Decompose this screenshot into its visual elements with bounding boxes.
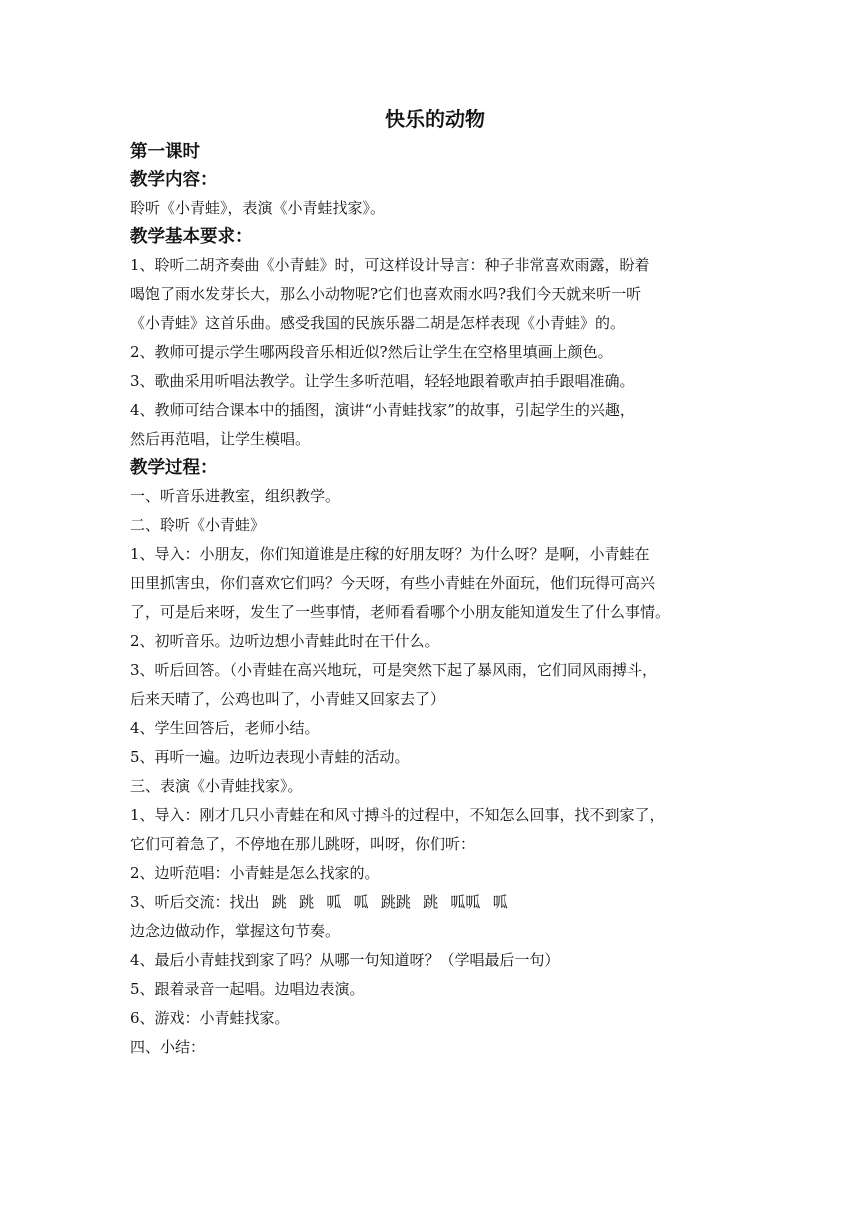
requirements-line: 喝饱了雨水发芽长大，那么小动物呢?它们也喜欢雨水吗?我们今天就来听一听 [130, 285, 642, 303]
process-line: 后来天晴了，公鸡也叫了，小青蛙又回家去了） [130, 690, 446, 708]
requirements-line: 2、教师可提示学生哪两段音乐相近似?然后让学生在空格里填画上颜色。 [130, 343, 613, 361]
process-line: 它们可着急了，不停地在那儿跳呀，叫呀，你们听： [130, 835, 476, 853]
requirements-heading: 教学基本要求： [130, 227, 253, 247]
process-line: 2、初听音乐。边听边想小青蛙此时在干什么。 [130, 632, 440, 650]
process-line: 三、表演《小青蛙找家》。 [130, 777, 303, 795]
document-title: 快乐的动物 [385, 107, 485, 131]
process-line: 边念边做动作，掌握这句节奏。 [130, 922, 341, 940]
requirements-line: 1、聆听二胡齐奏曲《小青蛙》时，可这样设计导言：种子非常喜欢雨露，盼着 [130, 256, 650, 274]
process-line: 1、导入：小朋友，你们知道谁是庄稼的好朋友呀？为什么呀？是啊，小青蛙在 [130, 545, 650, 563]
lesson-heading: 第一课时 [130, 142, 200, 162]
process-line: 4、学生回答后，老师小结。 [130, 719, 320, 737]
process-list [130, 482, 740, 1062]
process-line: 4、最后小青蛙找到家了吗？从哪一句知道呀？（学唱最后一句） [130, 951, 560, 969]
content-heading: 教学内容： [130, 170, 218, 190]
requirements-line: 4、教师可结合课本中的插图，演讲“小青蛙找家”的故事，引起学生的兴趣， [130, 401, 635, 419]
requirements-line: 然后再范唱，让学生模唱。 [130, 430, 311, 448]
requirements-list [130, 251, 740, 454]
requirements-line: 3、歌曲采用听唱法教学。让学生多听范唱，轻轻地跟着歌声拍手跟唱准确。 [130, 372, 635, 390]
process-line: 1、导入：刚才几只小青蛙在和风寸搏斗的过程中，不知怎么回事，找不到家了， [130, 806, 665, 824]
process-line: 四、小结： [130, 1038, 206, 1056]
requirements-line: 《小青蛙》这首乐曲。感受我国的民族乐器二胡是怎样表现《小青蛙》的。 [130, 314, 626, 332]
process-line: 5、再听一遍。边听边表现小青蛙的活动。 [130, 748, 410, 766]
process-line: 一、听音乐进教室，组织教学。 [130, 487, 341, 505]
process-line: 田里抓害虫，你们喜欢它们吗？今天呀，有些小青蛙在外面玩，他们玩得可高兴 [130, 574, 656, 592]
process-line: 5、跟着录音一起唱。边唱边表演。 [130, 980, 365, 998]
process-heading: 教学过程： [130, 458, 218, 478]
content-text: 聆听《小青蛙》，表演《小青蛙找家》。 [130, 199, 386, 217]
process-line: 3、听后回答。（小青蛙在高兴地玩，可是突然下起了暴风雨，它们同风雨搏斗， [130, 661, 658, 679]
process-line: 6、游戏：小青蛙找家。 [130, 1009, 290, 1027]
process-line: 了，可是后来呀，发生了一些事情，老师看看哪个小朋友能知道发生了什么事情。 [130, 603, 671, 621]
document-page [130, 104, 740, 1062]
process-line: 二、聆听《小青蛙》 [130, 516, 266, 534]
process-line: 2、边听范唱：小青蛙是怎么找家的。 [130, 864, 380, 882]
process-line: 3、听后交流：找出 跳 跳 呱 呱 跳跳 跳 呱呱 呱 [130, 893, 508, 911]
